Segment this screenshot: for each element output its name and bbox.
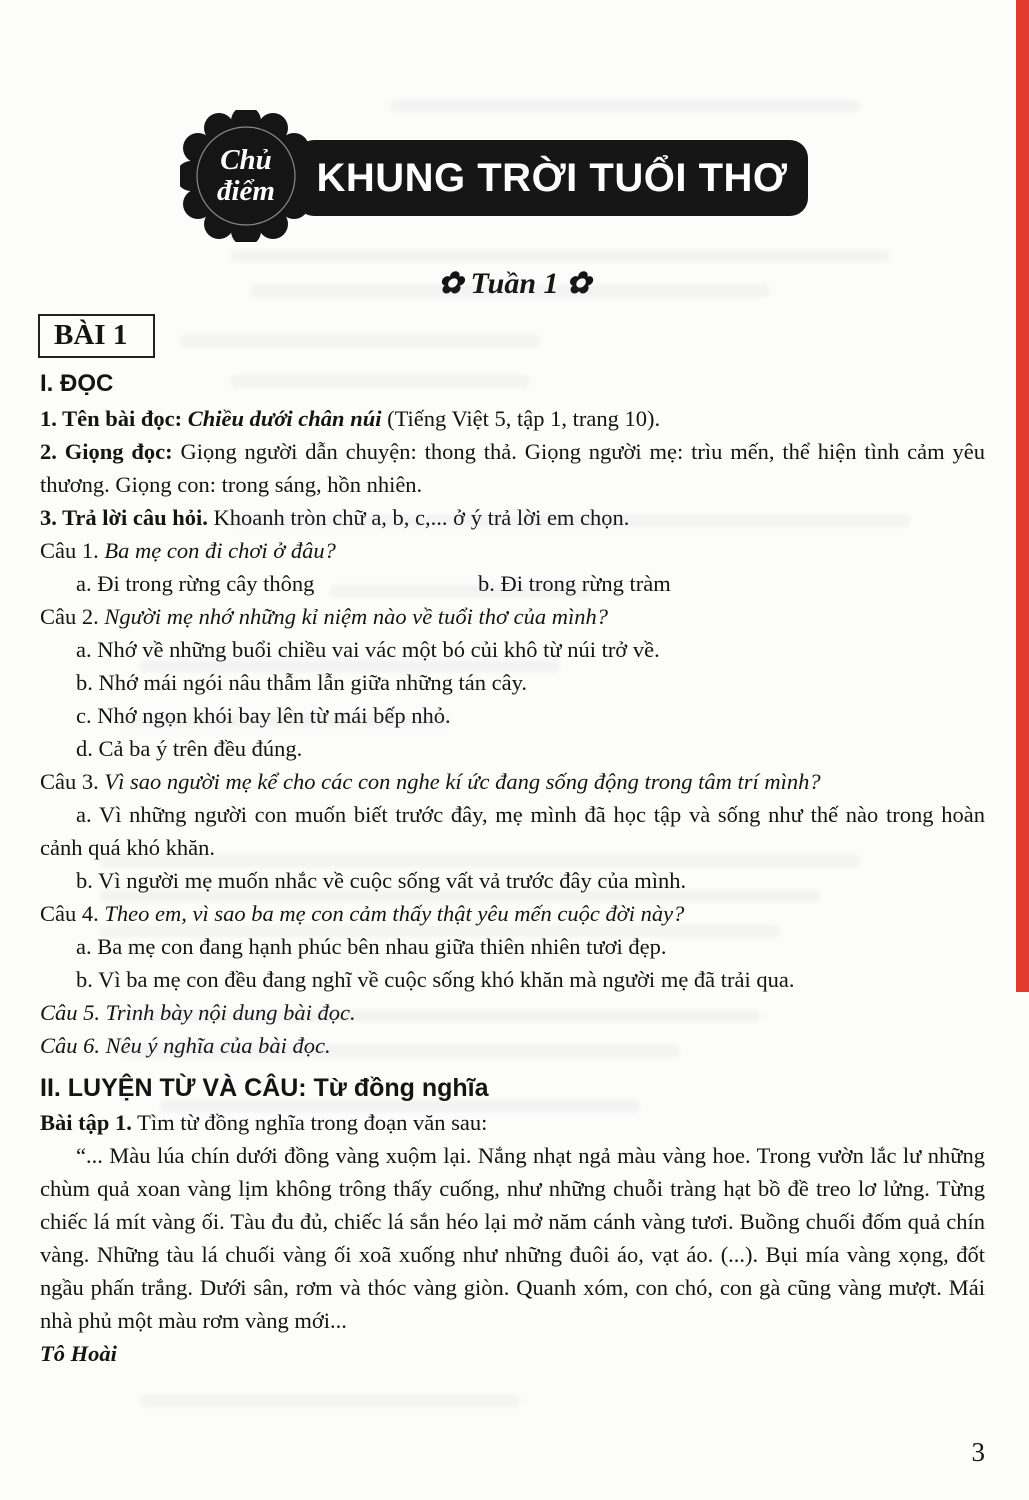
reading-item-1 xyxy=(40,402,985,435)
bleedthrough-line xyxy=(230,515,910,527)
bleedthrough-line xyxy=(140,660,560,672)
question-2 xyxy=(40,600,985,633)
question-4-option-a: a. Ba mẹ con đang hạnh phúc bên nhau giữa thiên nhiên tươi đẹp. xyxy=(76,934,667,959)
section-heading-grammar: II. LUYỆN TỪ VÀ CÂU: Từ đồng nghĩa xyxy=(40,1074,489,1102)
question-4-label: Câu 4. xyxy=(40,901,99,926)
question-1-option-a: a. Đi trong rừng cây thông xyxy=(76,571,315,596)
question-3-text: Vì sao người mẹ kể cho các con nghe kí ức đang sống động trong tâm trí mình? xyxy=(98,769,821,794)
question-3-option-b: b. Vì người mẹ muốn nhắc về cuộc sống vất vả trước đây của mình. xyxy=(76,868,687,893)
section-heading-doc: I. ĐỌC xyxy=(40,370,114,397)
question-6: Câu 6. Nêu ý nghĩa của bài đọc. xyxy=(40,1033,331,1058)
passage-author: Tô Hoài xyxy=(40,1341,117,1366)
question-3-option-a: a. Vì những người con muốn biết trước đây, mẹ mình đã học tập và sống như thế nào trong hoàn cảnh quá khó khăn. xyxy=(40,802,985,860)
bleedthrough-line xyxy=(120,715,450,727)
chapter-badge-text xyxy=(180,110,312,242)
bleedthrough-line xyxy=(100,855,860,867)
bleedthrough-line xyxy=(330,585,590,597)
question-2-option-a: a. Nhớ về những buổi chiều vai vác một bó củi khô từ núi trở về. xyxy=(76,637,660,662)
week-title: ✿ Tuần 1 ✿ xyxy=(437,267,592,300)
question-5: Câu 5. Trình bày nội dung bài đọc. xyxy=(40,1000,356,1025)
question-2-text: Người mẹ nhớ những kỉ niệm nào về tuổi thơ của mình? xyxy=(98,604,608,629)
bleedthrough-line xyxy=(140,1395,520,1407)
page-number: 3 xyxy=(971,1437,985,1467)
question-4-text: Theo em, vì sao ba mẹ con cảm thấy thật yêu mến cuộc đời này? xyxy=(98,901,685,926)
chapter-header xyxy=(0,110,1029,250)
exercise-1-lead: Bài tập 1. xyxy=(40,1110,132,1135)
reading-item-1-lead: 1. Tên bài đọc: xyxy=(40,406,183,431)
question-3-label: Câu 3. xyxy=(40,769,99,794)
question-3 xyxy=(40,765,985,798)
question-2-option-b: b. Nhớ mái ngói nâu thẫm lẫn giữa những tán cây. xyxy=(76,670,527,695)
bleedthrough-line xyxy=(120,1010,760,1022)
reading-item-2-rest: Giọng người dẫn chuyện: thong thả. Giọng người mẹ: trìu mến, thể hiện tình cảm yêu thương. Giọng con: trong sáng, hồn nhiên. xyxy=(40,439,985,497)
bleedthrough-line xyxy=(100,925,780,937)
badge-word-1: Chủ xyxy=(220,144,272,176)
reading-passage: “... Màu lúa chín dưới đồng vàng xuộm lại. Nắng nhạt ngả màu vàng hoe. Trong vườn lắc lư những chùm quả xoan vàng lịm không trông thấy cuống, như những chuỗi tràng hạt bồ đề treo lơ lửng. Từng chiếc lá mít vàng ối. Tàu đu đủ, chiếc lá sắn héo lại mở năm cánh vàng tươi. Buồng chuối đốm quả chín vàng. Những tàu lá chuối vàng ối xoã xuống như những đuôi áo, vạt áo. (...). Bụi mía vàng xọng, đốt ngầu phấn trắng. Dưới sân, rơm và thóc vàng giòn. Quanh xóm, con chó, con gà cũng vàng mượt. Mái nhà phủ một màu rơm vàng mới... xyxy=(40,1143,985,1333)
question-2-option-d: d. Cả ba ý trên đều đúng. xyxy=(76,736,303,761)
question-1-label: Câu 1. xyxy=(40,538,99,563)
bleedthrough-line xyxy=(160,1100,640,1112)
reading-title: Chiều dưới chân núi xyxy=(182,406,382,431)
bleedthrough-line xyxy=(120,1045,680,1057)
question-2-option-c: c. Nhớ ngọn khói bay lên từ mái bếp nhỏ. xyxy=(76,703,451,728)
question-1-option-b: b. Đi trong rừng tràm xyxy=(478,571,671,596)
bleedthrough-line xyxy=(230,375,530,387)
reading-item-2-lead: 2. Giọng đọc: xyxy=(40,439,173,464)
exercise-1-rest: Tìm từ đồng nghĩa trong đoạn văn sau: xyxy=(131,1110,488,1135)
chapter-title: KHUNG TRỜI TUỔI THƠ xyxy=(316,155,788,200)
chapter-badge xyxy=(180,110,312,242)
question-2-label: Câu 2. xyxy=(40,604,99,629)
lesson-number-box xyxy=(38,314,155,358)
chapter-title-banner xyxy=(296,140,808,216)
bleedthrough-line xyxy=(230,250,890,262)
bleedthrough-line xyxy=(180,335,540,347)
reading-item-3-rest: Khoanh tròn chữ a, b, c,... ở ý trả lời em chọn. xyxy=(207,505,630,530)
badge-word-2: điểm xyxy=(217,175,275,207)
reading-item-2 xyxy=(40,435,985,501)
lesson-number: BÀI 1 xyxy=(54,319,128,351)
question-1-text: Ba mẹ con đi chơi ở đâu? xyxy=(98,538,336,563)
question-1 xyxy=(40,534,985,567)
bleedthrough-line xyxy=(250,285,770,297)
bleedthrough-line xyxy=(100,890,820,902)
reading-item-3-lead: 3. Trả lời câu hỏi. xyxy=(40,505,208,530)
question-4-option-b: b. Vì ba mẹ con đều đang nghĩ về cuộc sống khó khăn mà người mẹ đã trải qua. xyxy=(76,967,795,992)
reading-item-1-rest: (Tiếng Việt 5, tập 1, trang 10). xyxy=(381,406,661,431)
